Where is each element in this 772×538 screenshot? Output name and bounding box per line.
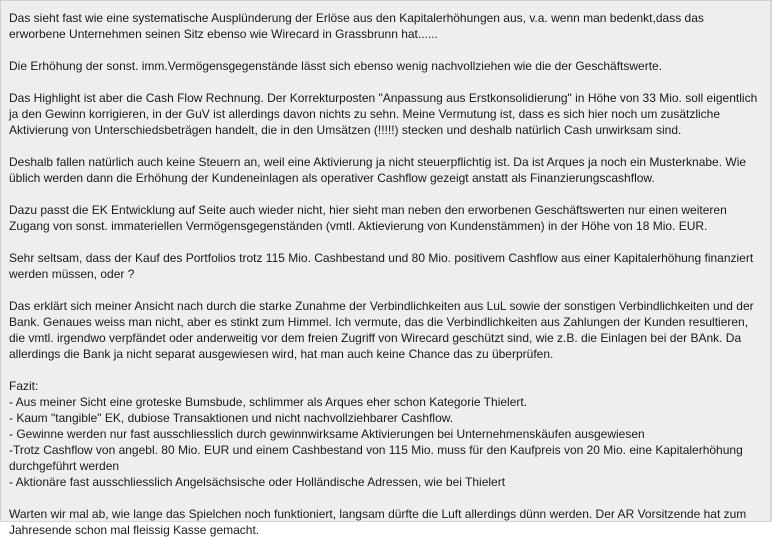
fazit-item: - Aus meiner Sicht eine groteske Bumsbude, schlimmer als Arques eher schon Kategorie Thielert.	[9, 395, 528, 409]
fazit-item: - Kaum "tangible" EK, dubiose Transaktionen und nicht nachvollziehbarer Cashflow.	[9, 411, 454, 425]
post-paragraph-2: Die Erhöhung der sonst. imm.Vermögensgegenstände lässt sich ebenso wenig nachvollziehen wie die der Geschäftswerte.	[9, 59, 663, 73]
post-paragraph-4: Deshalb fallen natürlich auch keine Steuern an, weil eine Aktivierung ja nicht steuerpflichtig ist. Da ist Arques ja noch ein Musterknabe. Wie üblich werden dann die Erhöhung der Kundeneinlagen als operativer Cashflow gezeigt anstatt als Finanzierungscashflow.	[9, 155, 747, 185]
fazit-item: -Trotz Cashflow von angebl. 80 Mio. EUR und einem Cashbestand von 115 Mio. muss für den Kaufpreis von 20 Mio. eine Kapitalerhöhung durchgeführt werden	[9, 443, 743, 473]
fazit-heading: Fazit:	[9, 379, 39, 393]
post-paragraph-6: Sehr seltsam, dass der Kauf des Portfolios trotz 115 Mio. Cashbestand und 80 Mio. positivem Cashflow aus einer Kapitalerhöhung finanziert werden müssen, oder ?	[9, 251, 754, 281]
post-paragraph-5: Dazu passt die EK Entwicklung auf Seite auch wieder nicht, hier sieht man neben den erworbenen Geschäftswerten nur einen weiteren Zugang von sonst. immateriellen Vermögensgegenständen (vmtl. Aktievierung von Kundenstämmen) in der Höhe von 18 Mio. EUR.	[9, 203, 727, 233]
post-paragraph-7: Das erklärt sich meiner Ansicht nach durch die starke Zunahme der Verbindlichkeiten aus LuL sowie der sonstigen Verbindlichkeiten und der Bank. Genaues weiss man nicht, aber es stinkt zum Himmel. Ich vermute, das die Verbindlichkeiten aus Zahlungen der Kunden resultieren, die vmtl. irgendwo verpfändet oder anderweitig vor dem freien Zugriff von Wirecard geschützt sind, wie z.B. die Einlagen bei der BAnk. Da allerdings die Bank ja nicht separat ausgewiesen wird, hat man auch keine Chance das zu überprüfen.	[9, 299, 754, 361]
post-paragraph-1: Das sieht fast wie eine systematische Ausplünderung der Erlöse aus den Kapitalerhöhungen aus, v.a. wenn man bedenkt,dass das erworbene Unternehmen seinen Sitz ebenso wie Wirecard in Grassbrunn hat......	[9, 11, 704, 41]
fazit-item: - Gewinne werden nur fast ausschliesslich durch gewinnwirksame Aktivierungen bei Unternehmenskäufen ausgewiesen	[9, 427, 645, 441]
fazit-item: - Aktionäre fast ausschliesslich Angelsächsische oder Holländische Adressen, wie bei Thielert	[9, 475, 506, 489]
post-paragraph-3: Das Highlight ist aber die Cash Flow Rechnung. Der Korrekturposten "Anpassung aus Erstkonsolidierung" in Höhe von 33 Mio. soll eigentlich ja den Gewinn korrigieren, in der GuV ist allerdings davon nichts zu sehn. Meine Vermutung ist, dass es sich hier noch um zusätzliche Aktivierung von Unterschiedsbeträgen handelt, die in den Umsätzen (!!!!!) stecken und deshalb natürlich Cash unwirksam sind.	[9, 91, 758, 137]
post-closing-paragraph: Warten wir mal ab, wie lange das Spielchen noch funktioniert, langsam dürfte die Luft allerdings dünn werden. Der AR Vorsitzende hat zum Jahresende schon mal fleissig Kasse gemacht.	[9, 507, 747, 537]
fazit-section	[9, 378, 762, 490]
